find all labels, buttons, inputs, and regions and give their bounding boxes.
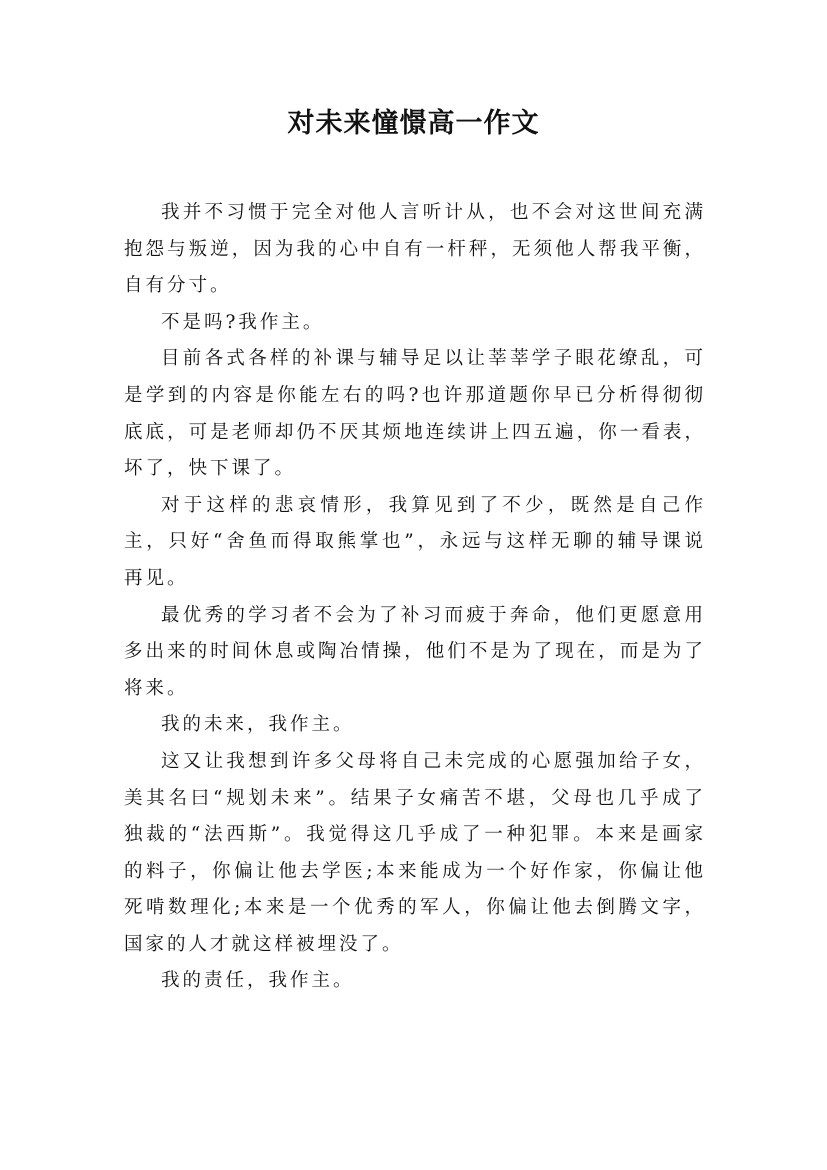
- document-title: 对未来憧憬高一作文: [287, 108, 540, 139]
- paragraph-4: 对于这样的悲哀情形，我算见到了不少，既然是自己作主，只好“舍鱼而得取熊掌也”，永远与这样无聊的辅导课说再见。: [124, 494, 706, 589]
- paragraph-8: 我的责任，我作主。: [161, 970, 355, 992]
- paragraph-7: 这又让我想到许多父母将自己未完成的心愿强加给子女，美其名曰“规划未来”。结果子女痛苦不堪，父母也几乎成了独裁的“法西斯”。我觉得这几乎成了一种犯罪。本来是画家的料子，你偏让他去学医;本来能成为一个好作家，你偏让他死啃数理化;本来是一个优秀的军人，你偏让他去倒腾文字，国家的人才就这样被埋没了。: [124, 750, 706, 955]
- document-body: [124, 195, 706, 1000]
- paragraph-3: 目前各式各样的补课与辅导足以让莘莘学子眼花缭乱，可是学到的内容是你能左右的吗?也许那道题你早已分析得彻彻底底，可是老师却仍不厌其烦地连续讲上四五遍，你一看表，坏了，快下课了。: [124, 348, 706, 480]
- paragraph-2: 不是吗?我作主。: [161, 311, 325, 333]
- paragraph-5: 最优秀的学习者不会为了补习而疲于奔命，他们更愿意用多出来的时间休息或陶冶情操，他们不是为了现在，而是为了将来。: [124, 604, 706, 699]
- paragraph-1: 我并不习惯于完全对他人言听计从，也不会对这世间充满抱怨与叛逆，因为我的心中自有一杆秤，无须他人帮我平衡，自有分寸。: [124, 202, 706, 297]
- paragraph-6: 我的未来，我作主。: [161, 714, 355, 736]
